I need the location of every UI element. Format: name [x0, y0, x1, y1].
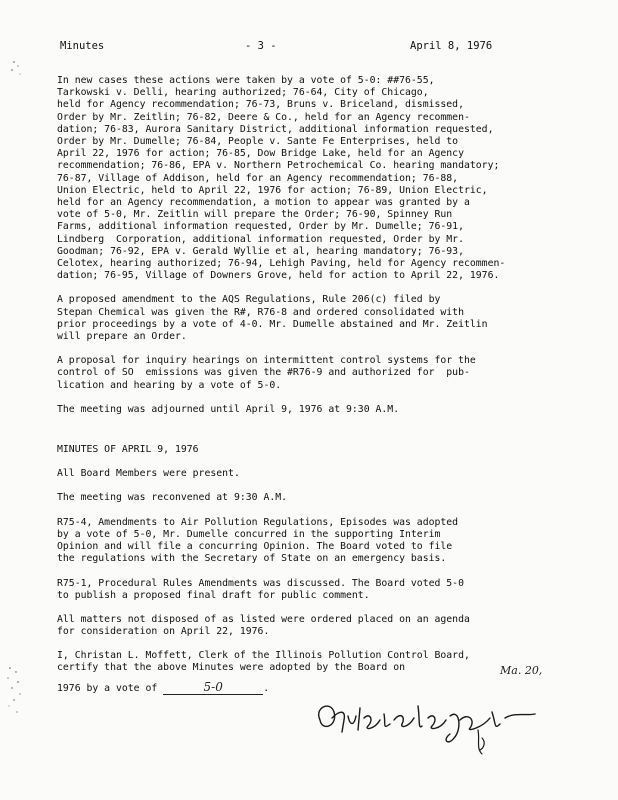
certification-line-3-prefix: 1976 by a vote of [57, 683, 158, 694]
paragraph-inquiry-hearings: A proposal for inquiry hearings on intermittent control systems for the control of SO emissions was given the #R76-9 and authorized for pub- lication and hearing by a vote of 5-0. [57, 355, 476, 391]
handwritten-vote: 5-0 [203, 680, 223, 694]
section-heading-april-9: MINUTES OF APRIL 9, 1976 [57, 444, 199, 456]
paragraph-r75-1: R75-1, Procedural Rules Amendments was discussed. The Board voted 5-0 to publish a proposed final draft for public comment. [57, 577, 464, 601]
page-header [60, 40, 560, 56]
handwritten-date: Ma. 20, [500, 664, 543, 677]
paragraph-adjourned: The meeting was adjourned until April 9, 1976 at 9:30 A.M. [57, 403, 400, 415]
header-title: Minutes [60, 40, 105, 52]
paragraph-new-cases: In new cases these actions were taken by a vote of 5-0: ##76-55, Tarkowski v. Delli, hearing authorized; 76-64, City of Chicago, held for Agency recommendation; 76-73, Bruns v. Briceland, dismissed, Order by Mr. Zeitlin; 76-82, Deere & Co., held for an Agency recommen- dation; 76-83, Aurora Sanitary District, additional information requested, Order by Mr. Dumelle; 76-84, People v. Sante Fe Enterprises, held to April 22, 1976 for action; 76-85, Dow Bridge Lake, held for an Agency recommendation; 76-86, EPA v. Northern Petrochemical Co. hearing mandatory; 76-87, Village of Addison, held for an Agency recommendation; 76-88, Union Electric, held to April 22, 1976 for action; 76-89, Union Electric, held for an Agency recommendation, a motion to appear was granted by a vote of 5-0, Mr. Zeitlin will prepare the Order; 76-90, Spinney Run Farms, additional information requested, Order by Mr. Dumelle; 76-91, Lindberg Corporation, additional information requested, Order by Mr. Goodman; 76-92, EPA v. Gerald Wyllie et al, hearing mandatory; 76-93, Celotex, hearing authorized; 76-94, Lehigh Paving, held for Agency recommen- dation; 76-95, Village of Downers Grove, held for action to April 22, 1976. [57, 75, 506, 282]
certification-line-3-suffix: . [263, 683, 270, 694]
minutes-body [57, 75, 602, 650]
clerk-signature [310, 690, 540, 760]
certification-line-2: certify that the above Minutes were adopted by the Board on [57, 662, 405, 674]
certification-line-1: I, Christan L. Moffett, Clerk of the Illinois Pollution Control Board, [57, 650, 470, 661]
paragraph-matters-not-disposed: All matters not disposed of as listed were ordered placed on an agenda for consideration on April 22, 1976. [57, 613, 470, 638]
certification-vote-line [57, 680, 269, 695]
page-number: - 3 - [245, 40, 277, 52]
paragraph-members-present: All Board Members were present. [57, 468, 240, 480]
header-date: April 8, 1976 [410, 40, 493, 52]
paragraph-aqs-amendment: A proposed amendment to the AQS Regulations, Rule 206(c) filed by Stepan Chemical was given the R#, R76-8 and ordered consolidated with prior proceedings by a vote of 4-0. Mr. Dumelle abstained and Mr. Zeitlin will prepare an Order. [57, 294, 488, 343]
paragraph-reconvened: The meeting was reconvened at 9:30 A.M. [57, 492, 288, 504]
paragraph-r75-4: R75-4, Amendments to Air Pollution Regulations, Episodes was adopted by a vote of 5-0, Mr. Dumelle concurred in the supporting Interim Opinion and will file a concurring Opinion. The Board voted to file the regulations with the Secretary of State on an emergency basis. [57, 516, 459, 565]
